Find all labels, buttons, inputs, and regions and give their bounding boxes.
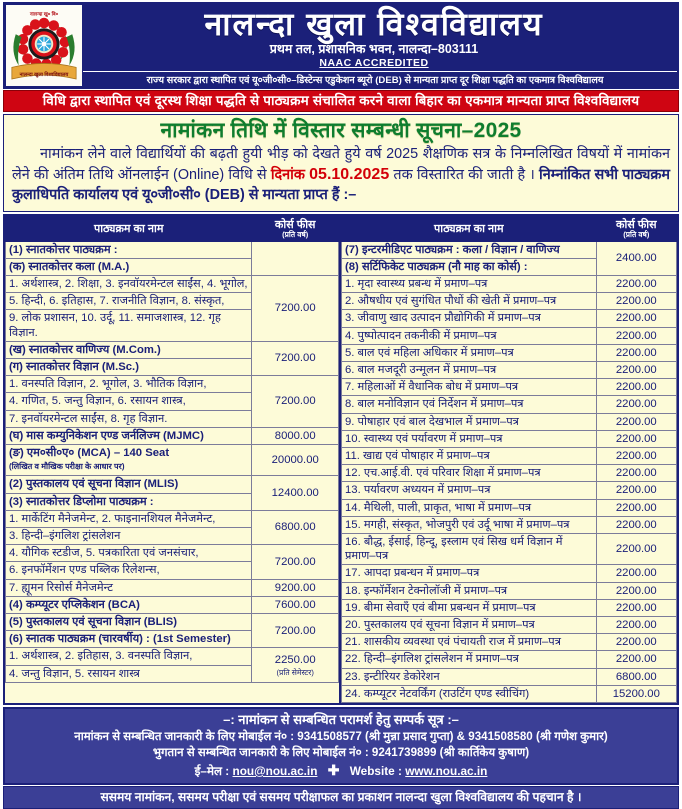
col-course-fee-sublabel: (प्रति वर्ष) — [623, 229, 650, 239]
course-fee-cell: 2200.00 — [596, 599, 676, 616]
course-name-cell: 4. यौगिक स्टडीज, 5. पत्रकारिता एवं जनसंचार, — [6, 545, 252, 562]
course-name-cell: (3) स्नातकोत्तर डिप्लोमा पाठ्यक्रम : — [6, 493, 252, 510]
course-name-cell: 1. मृदा स्वास्थ्य प्रबन्ध में प्रमाण–पत्र — [342, 275, 597, 292]
table-row — [342, 533, 677, 564]
table-row — [342, 516, 677, 533]
contact-footer — [3, 707, 679, 785]
course-name-cell: 12. एच.आई.वी. एवं परिवार शिक्षा में प्रमाण–पत्र — [342, 465, 597, 482]
course-fee-cell: 2200.00 — [596, 430, 676, 447]
website-label: Website : — [349, 763, 402, 778]
course-fee-cell: 2200.00 — [596, 465, 676, 482]
table-row — [6, 648, 339, 665]
course-name-cell: 24. कम्प्यूटर नेटवर्किंग (राउटिंग एण्ड स्वीचिंग) — [342, 685, 597, 702]
right-table — [341, 216, 677, 703]
course-name-cell: (ग) स्नातकोत्तर विज्ञान (M.Sc.) — [6, 358, 252, 375]
course-fee-cell: 2200.00 — [596, 344, 676, 361]
course-name-cell: 17. आपदा प्रबन्धन में प्रमाण–पत्र — [342, 565, 597, 582]
course-name-cell: 20. पुस्तकालय एवं सूचना विज्ञान में प्रमाण–पत्र — [342, 616, 597, 633]
table-row — [342, 413, 677, 430]
table-row — [342, 599, 677, 616]
table-row — [342, 634, 677, 651]
university-logo — [5, 4, 83, 87]
col-course-fee — [596, 216, 676, 241]
course-fee-cell: 2400.00 — [596, 241, 676, 275]
course-name-cell: 1. मार्केटिंग मैनेजमेन्ट, 2. फाइनानशियल मैनेजमेन्ट, — [6, 510, 252, 527]
notice-body-part1: नामांकन लेने वाले विद्यार्थियों की बढ़ती हुयी भीड़ को देखते हुये वर्ष 2025 शैक्षणिक सत्र के निम्नलिखित विषयों में नामांकन लेने की अंतिम तिथि ऑनलाईन (Online) विधि से — [12, 146, 670, 183]
course-fee-cell: 2200.00 — [596, 361, 676, 378]
course-name-cell: 22. हिन्दी–इंगलिश ट्रांसलेशन में प्रमाण–पत्र — [342, 651, 597, 668]
course-name-cell: 16. बौद्ध, ईसाई, हिन्दू, इस्लाम एवं सिख धर्म विज्ञान में प्रमाण–पत्र — [342, 533, 597, 564]
course-fee-cell: 2200.00 — [596, 310, 676, 327]
table-row — [6, 596, 339, 613]
course-name-cell: 9. पोषाहार एवं बाल देखभाल में प्रमाण–पत्र — [342, 413, 597, 430]
table-row — [342, 275, 677, 292]
course-fee-cell: 2200.00 — [596, 327, 676, 344]
table-row — [342, 430, 677, 447]
course-name-cell: 7. ह्यूमन रिसोर्स मैनेजमेन्ट — [6, 579, 252, 596]
course-fee-cell: 15200.00 — [596, 685, 676, 702]
col-course-fee-sublabel: (प्रति वर्ष) — [282, 229, 309, 239]
notice-body — [12, 144, 670, 206]
course-name-cell: (2) पुस्तकालय एवं सूचना विज्ञान (MLIS) — [6, 476, 252, 493]
table-row — [6, 510, 339, 527]
email-link[interactable]: nou@nou.ac.in — [232, 763, 318, 778]
course-name-cell: 11. खाद्य एवं पोषाहार में प्रमाण–पत्र — [342, 447, 597, 464]
table-row — [342, 344, 677, 361]
red-banner: विधि द्वारा स्थापित एवं दूरस्थ शिक्षा पद्धति से पाठ्यक्रम संचालित करने वाला बिहार का एकमात्र मान्यता प्राप्त विश्वविद्यालय — [3, 90, 679, 112]
svg-text:नालन्दा खुला विश्वविद्यालय: नालन्दा खुला विश्वविद्यालय — [19, 72, 69, 79]
course-fee-cell: 8000.00 — [252, 427, 339, 444]
course-name-cell: 23. इन्टीरियर डेकोरेशन — [342, 668, 597, 685]
table-row — [342, 447, 677, 464]
course-fee-cell: 2200.00 — [596, 582, 676, 599]
course-name-cell: 3. जीवाणु खाद उत्पादन प्रौद्योगिकी में प्रमाण–पत्र — [342, 310, 597, 327]
col-course-fee — [252, 216, 339, 241]
course-fee-cell: 12400.00 — [252, 476, 339, 510]
course-fee-cell: 7200.00 — [252, 613, 339, 647]
course-name-cell: 3. हिन्दी–इंगलिश ट्रांसलेशन — [6, 527, 252, 544]
notice-page — [0, 2, 682, 804]
course-fee-cell: 2200.00 — [596, 651, 676, 668]
course-fee-cell: 2250.00 (प्रति सेमेस्टर) — [252, 648, 339, 682]
course-name-cell: 1. वनस्पति विज्ञान, 2. भूगोल, 3. भौतिक विज्ञान, — [6, 376, 252, 393]
table-row — [6, 427, 339, 444]
course-name-cell: 14. मैथिली, पाली, प्राकृत, भाषा में प्रमाण–पत्र — [342, 499, 597, 516]
table-row — [342, 685, 677, 702]
course-name-cell: 2. औषधीय एवं सुगंधित पौधों की खेती में प्रमाण–पत्र — [342, 293, 597, 310]
table-header-row — [342, 216, 677, 241]
table-row — [6, 476, 339, 493]
table-row — [342, 379, 677, 396]
course-name-cell: (ङ) एम०सी०ए० (MCA) – 140 Seat (लिखित व मौखिक परीक्षा के आधार पर) — [6, 444, 252, 475]
courses-table — [3, 214, 679, 705]
course-fee-cell: 2200.00 — [596, 565, 676, 582]
course-fee-cell: 2200.00 — [596, 533, 676, 564]
col-course-fee-label: कोर्स फीस — [274, 218, 316, 231]
col-course-name — [6, 216, 252, 241]
naac-accreditation: NAAC ACCREDITED — [319, 57, 429, 69]
course-fee-cell: 7600.00 — [252, 596, 339, 613]
course-name-cell: (क) स्नातकोत्तर कला (M.A.) — [6, 258, 252, 275]
table-row — [342, 241, 677, 258]
svg-text:नालन्दा खु० वि०: नालन्दा खु० वि० — [29, 12, 59, 18]
table-row — [342, 582, 677, 599]
course-name-cell: 19. बीमा सेवाएँ एवं बीमा प्रबन्धन में प्रमाण–पत्र — [342, 599, 597, 616]
university-name: नालन्दा खुला विश्वविद्यालय — [204, 6, 544, 42]
table-row — [342, 565, 677, 582]
table-row — [6, 579, 339, 596]
course-name-cell: (1) स्नातकोत्तर पाठ्यक्रम : — [6, 241, 252, 258]
col-course-name-label: पाठ्यक्रम का नाम — [434, 222, 504, 235]
left-table — [5, 216, 339, 683]
course-fee-cell: 6800.00 — [596, 668, 676, 685]
payment-contact-line: भुगतान से सम्बन्धित जानकारी के लिए मोबाईल नं० : 9241739899 (श्री कार्तिकेय कुषाण) — [152, 745, 530, 759]
col-course-fee-label: कोर्स फीस — [616, 218, 657, 231]
course-name-cell: 21. शासकीय व्यवस्था एवं पंचायती राज में प्रमाण–पत्र — [342, 634, 597, 651]
notice-title: नामांकन तिथि में विस्तार सम्बन्धी सूचना–2025 — [160, 119, 522, 142]
course-name-cell: 15. मगही, संस्कृत, भोजपुरी एवं उर्दू भाषा में प्रमाण–पत्र — [342, 516, 597, 533]
table-row — [6, 613, 339, 630]
course-name-cell: (4) कम्प्यूटर एप्लिकेशन (BCA) — [6, 596, 252, 613]
website-link[interactable]: www.nou.ac.in — [405, 763, 488, 778]
course-name-cell: 1. अर्थशास्त्र, 2. इतिहास, 3. वनस्पति विज्ञान, — [6, 648, 252, 665]
notice-body-part3: निम्नांकित सभी पाठ्यक्रम कुलाधिपति कार्यालय एवं यू०जी०सी० (DEB) से मान्यता प्राप्त हैं :– — [12, 166, 671, 203]
course-name-cell: 10. स्वास्थ्य एवं पर्यावरण में प्रमाण–पत्र — [342, 430, 597, 447]
course-fee-cell: 2200.00 — [596, 275, 676, 292]
course-fee-cell: 2200.00 — [596, 516, 676, 533]
tagline-banner: ससमय नामांकन, ससमय परीक्षा एवं ससमय परीक्षाफल का प्रकाशन नालन्दा खुला विश्वविद्यालय की पहचान है । — [3, 786, 679, 809]
course-name-cell: (7) इन्टरमीडिएट पाठ्यक्रम : कला / विज्ञान / वाणिज्य — [342, 241, 597, 258]
table-row — [342, 482, 677, 499]
table-row — [342, 668, 677, 685]
notice-block — [3, 114, 679, 212]
email-website-line — [9, 762, 673, 780]
courses-table-left — [5, 216, 341, 703]
table-row — [6, 545, 339, 562]
plus-icon: ✚ — [327, 761, 340, 778]
table-row — [342, 651, 677, 668]
course-name-cell: (ख) स्नातकोत्तर वाणिज्य (M.Com.) — [6, 341, 252, 358]
col-course-name — [342, 216, 597, 241]
course-fee-cell: 7200.00 — [252, 545, 339, 579]
table-row — [6, 444, 339, 475]
course-name-cell: 9. लोक प्रशासन, 10. उर्दू, 11. समाजशास्त्र, 12. गृह विज्ञान. — [6, 310, 252, 341]
notice-date-value: 05.10.2025 — [309, 165, 390, 183]
table-row — [342, 616, 677, 633]
table-row — [342, 499, 677, 516]
table-row — [6, 341, 339, 358]
course-name-cell: 4. गणित, 5. जन्तु विज्ञान, 6. रसायन शास्त्र, — [6, 393, 252, 410]
course-fee-cell — [252, 241, 339, 275]
table-row — [342, 465, 677, 482]
course-name-cell: (घ) मास कम्युनिकेशन एण्ड जर्नलिज्म (MJMC) — [6, 427, 252, 444]
col-course-name-label: पाठ्यक्रम का नाम — [93, 222, 164, 235]
course-fee-cell: 2200.00 — [596, 413, 676, 430]
course-name-cell: 18. इन्फॉर्मेशन टेक्नोलॉजी में प्रमाण–पत्र — [342, 582, 597, 599]
course-fee-cell: 20000.00 — [252, 444, 339, 475]
university-address: प्रथम तल, प्रशासनिक भवन, नालन्दा–803111 — [269, 42, 479, 56]
course-name-cell: 4. पुष्पोत्पादन तकनीकी में प्रमाण–पत्र — [342, 327, 597, 344]
course-fee-cell: 7200.00 — [252, 341, 339, 375]
course-name-cell: 5. बाल एवं महिला अधिकार में प्रमाण–पत्र — [342, 344, 597, 361]
course-fee-cell: 2200.00 — [596, 293, 676, 310]
course-fee-cell: 7200.00 — [252, 376, 339, 428]
course-name-cell: (8) सर्टिफिकेट पाठ्यक्रम (नौ माह का कोर्स) : — [342, 258, 597, 275]
course-name-cell: 5. हिन्दी, 6. इतिहास, 7. राजनीति विज्ञान, 8. संस्कृत, — [6, 293, 252, 310]
course-fee-cell: 6800.00 — [252, 510, 339, 544]
course-name-cell: 7. इनवॉयरमेन्टल साईंस, 8. गृह विज्ञान. — [6, 410, 252, 427]
page-header — [3, 2, 679, 89]
courses-table-right — [341, 216, 677, 703]
course-fee-cell: 2200.00 — [596, 482, 676, 499]
email-label: ई–मेल : — [194, 763, 230, 778]
table-row — [342, 361, 677, 378]
course-fee-cell: 2200.00 — [596, 447, 676, 464]
course-name-cell: 8. बाल मनोविज्ञान एवं निर्देशन में प्रमाण–पत्र — [342, 396, 597, 413]
course-fee-cell: 7200.00 — [252, 275, 339, 341]
emblem-icon — [6, 5, 82, 86]
course-name-cell: 13. पर्यावरण अध्ययन में प्रमाण–पत्र — [342, 482, 597, 499]
course-name-cell: 6. बाल मजदूरी उन्मूलन में प्रमाण–पत्र — [342, 361, 597, 378]
fee-note: (प्रति सेमेस्टर) — [276, 667, 314, 677]
admission-contact-line: नामांकन से सम्बन्धित जानकारी के लिए मोबाईल नं० : 9341508577 (श्री मुन्ना प्रसाद गुप्ता) & 9341508580 (श्री गणेश कुमार) — [74, 729, 608, 743]
course-name-cell: 6. इनफॉर्मेशन एण्ड पब्लिक रिलेशन्स, — [6, 562, 252, 579]
contact-title: –: नामांकन से सम्बन्धित परामर्श हेतु सम्पर्क सूत्र :– — [223, 711, 459, 727]
table-row — [6, 376, 339, 393]
ugc-deb-recognition-line: राज्य सरकार द्वारा स्थापित एवं यू०जी०सी०–डिस्टेन्स एडुकेशन ब्यूरो (DEB) से मान्यता प्राप्त दूर शिक्षा पद्धति का एकमात्र विश्वविद्यालय — [5, 71, 677, 88]
table-row — [342, 310, 677, 327]
course-fee-cell: 2200.00 — [596, 634, 676, 651]
table-row — [342, 293, 677, 310]
table-row — [6, 275, 339, 292]
table-header-row — [6, 216, 339, 241]
course-name-cell: 7. महिलाओं में वैधानिक बोध में प्रमाण–पत्र — [342, 379, 597, 396]
course-name-cell: 1. अर्थशास्त्र, 2. शिक्षा, 3. इनवॉयरमेन्टल साईंस, 4. भूगोल, — [6, 275, 252, 292]
course-fee-cell: 2200.00 — [596, 616, 676, 633]
table-row — [342, 327, 677, 344]
table-row — [342, 396, 677, 413]
notice-body-part2: तक विस्तारित की जाती है । — [389, 166, 540, 183]
course-name-cell: (6) स्नातक पाठ्यक्रम (चारवर्षीय) : (1st Semester) — [6, 631, 252, 648]
course-fee-cell: 9200.00 — [252, 579, 339, 596]
course-name-cell: 4. जन्तु विज्ञान, 5. रसायन शास्त्र — [6, 665, 252, 682]
table-row — [6, 241, 339, 258]
notice-date-label: दिनांक — [270, 166, 305, 183]
course-note: (लिखित व मौखिक परीक्षा के आधार पर) — [9, 462, 125, 472]
course-fee-cell: 2200.00 — [596, 396, 676, 413]
course-fee-cell: 2200.00 — [596, 379, 676, 396]
course-fee-cell: 2200.00 — [596, 499, 676, 516]
course-name-cell: (5) पुस्तकालय एवं सूचना विज्ञान (BLIS) — [6, 613, 252, 630]
